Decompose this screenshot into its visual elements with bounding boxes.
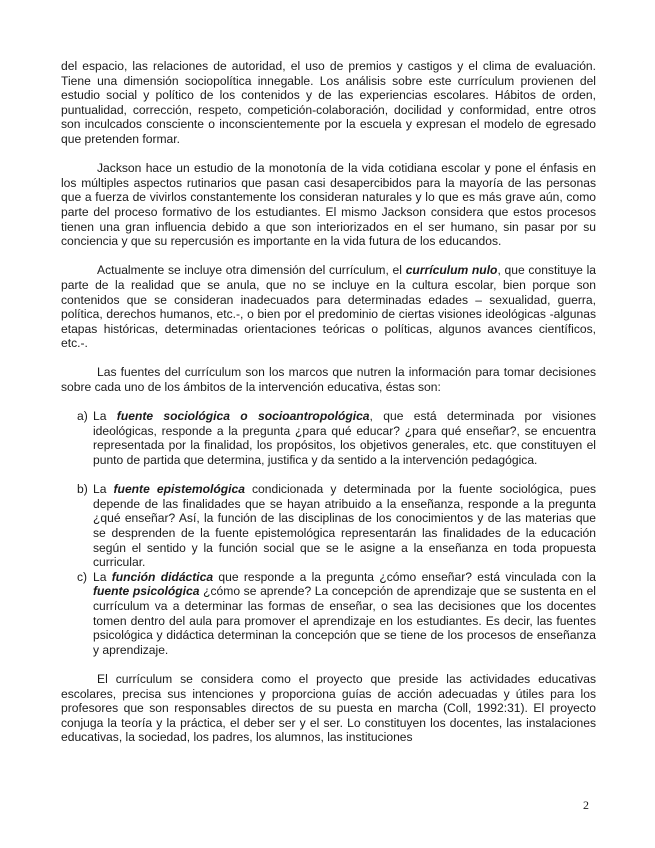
item-c-before: La bbox=[93, 569, 112, 584]
list-marker-b: b) bbox=[77, 482, 88, 497]
item-c-after: ¿cómo se aprende? La concepción de aprendizaje que se sustenta en el currículum va a determinar las formas de enseñar, o sea las decisiones que los docentes tomen dentro del aula para promover el aprendizaje en los estudiantes. Es decir, las fuentes psicológica y didáctica determinan la concepción que se tiene de los procesos de enseñanza y aprendizaje. bbox=[93, 584, 596, 657]
item-c-term: función didáctica bbox=[111, 569, 214, 584]
item-c-term-2: fuente psicológica bbox=[93, 584, 200, 599]
item-c-middle: que responde a la pregunta ¿cómo enseñar? está vinculada con la bbox=[213, 569, 597, 584]
paragraph-curriculum-project: El currículum se considera como el proyecto que preside las actividades educativas escolares, precisa sus intenciones y proporciona guías de acción adecuadas y útiles para los profesores que son responsables directos de su puesta en marcha (Coll, 1992:31). El proyecto conjuga la teoría y la práctica, el deber ser y el ser. Lo constituyen los docentes, las instalaciones educativas, la sociedad, los padres, los alumnos, las instituciones bbox=[61, 671, 596, 745]
paragraph-null-curriculum bbox=[61, 263, 596, 351]
paragraph-hidden-curriculum: del espacio, las relaciones de autoridad, el uso de premios y castigos y el clima de evaluación. Tiene una dimensión sociopolítica innegable. Los análisis sobre este currículum provienen del estudio social y político de los contenidos y de las experiencias escolares. Hábitos de orden, puntualidad, corrección, respeto, competición-colaboración, docilidad y conformidad, entre otros son inculcados consciente o inconscientemente por la escuela y expresan el modelo de egresado que pretenden formar. bbox=[61, 59, 596, 146]
item-a-term: fuente sociológica o socioantropológica bbox=[116, 409, 370, 424]
list-marker-a: a) bbox=[77, 409, 88, 424]
null-curriculum-term: currículum nulo bbox=[405, 263, 498, 278]
list-item-didactic bbox=[61, 570, 596, 658]
page-number: 2 bbox=[583, 798, 589, 812]
list-marker-c: c) bbox=[77, 569, 88, 584]
item-a-after: , que está determinada por visiones ideológicas, responde a la pregunta ¿para qué educar? ¿para qué enseñar?, se encuentra representada por la finalidad, los propósitos, los objetivos generales, etc. que constituyen el punto de partida que determina, justifica y da sentido a la intervención pedagógica. bbox=[93, 409, 597, 468]
list-item-sociological bbox=[61, 409, 596, 467]
paragraph-jackson: Jackson hace un estudio de la monotonía de la vida cotidiana escolar y pone el énfasis en los múltiples aspectos rutinarios que pasan casi desapercibidos para la mayoría de las personas que a fuerza de vivirlos constantemente los consideran naturales y lo que es más grave aún, como parte del proceso formativo de los estudiantes. El mismo Jackson considera que estos procesos tienen una gran influencia debido a que son interiorizados en el ser humano, sin pasar por su conciencia y que su repercusión es importante en la vida futura de los educandos. bbox=[61, 161, 596, 249]
list-item-epistemological bbox=[61, 482, 596, 570]
item-b-term: fuente epistemológica bbox=[113, 482, 245, 497]
item-b-before: La bbox=[93, 482, 114, 497]
item-b-after: condicionada y determinada por la fuente sociológica, pues depende de las finalidades que se hayan atribuido a la enseñanza, responde a la pregunta ¿qué enseñar? Así, la función de las disciplinas de los conocimientos y de las materias que se desprenden de la fuente epistemológica representarán las finalidades de la educación según el sentido y la función social que se le asigne a la enseñanza en toda propuesta curricular. bbox=[93, 482, 597, 570]
null-curriculum-text-after: , que constituye la parte de la realidad que se anula, que no se incluye en la cultura escolar, bien porque son contenidos que se consideran inadecuados para determinadas edades – sexualidad, guerra, política, derechos humanos, etc.-, o bien por el predominio de ciertas visiones ideológicas -algunas etapas históricas, determinadas orientaciones teóricas o políticas, algunos avances científicos, etc.-. bbox=[61, 263, 597, 351]
sources-list bbox=[61, 409, 596, 657]
paragraph-sources-intro: Las fuentes del currículum son los marcos que nutren la información para tomar decisiones sobre cada uno de los ámbitos de la intervención educativa, éstas son: bbox=[61, 365, 596, 395]
page-body bbox=[61, 59, 596, 760]
null-curriculum-text-before: Actualmente se incluye otra dimensión del currículum, el bbox=[97, 263, 406, 278]
item-a-before: La bbox=[93, 409, 117, 424]
